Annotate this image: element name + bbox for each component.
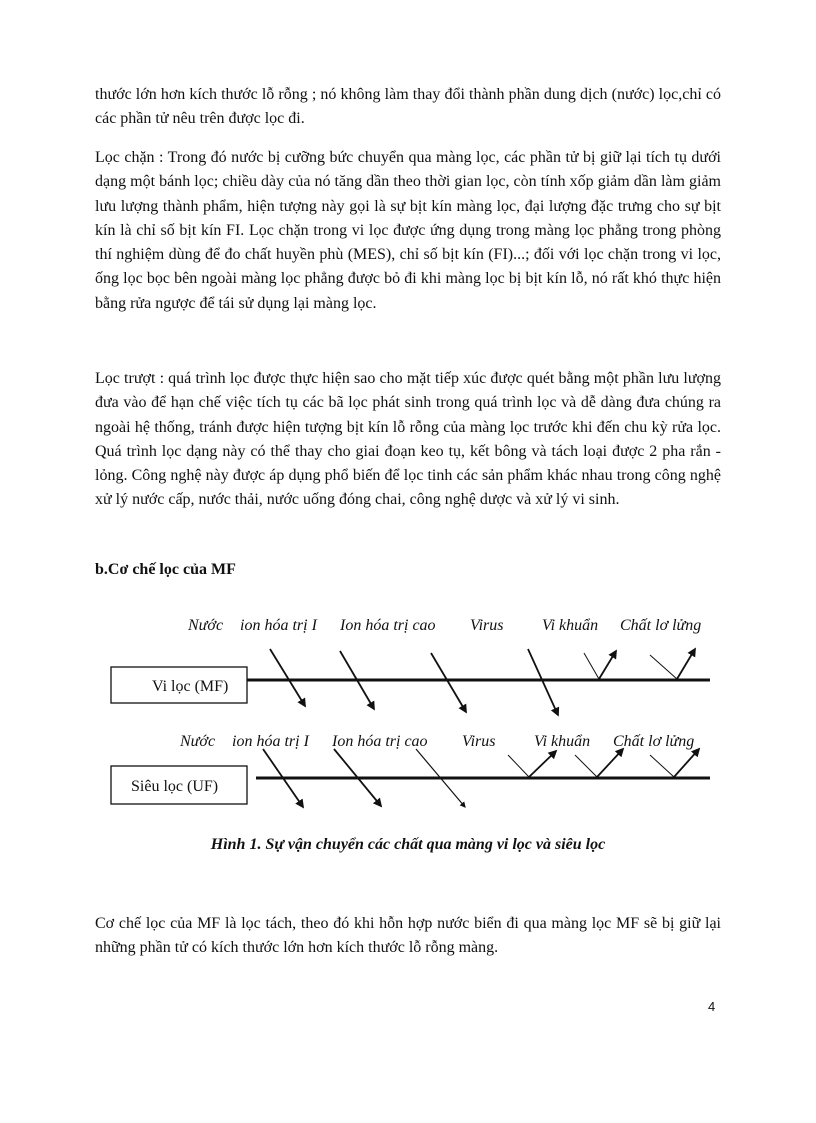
uf-label-monovalent-ion: ion hóa trị I [232,733,309,750]
mf-arrow-pass [528,649,558,715]
mf-label-virus: Virus [470,617,504,634]
uf-label-virus: Virus [462,733,496,750]
mf-arrow-pass [270,649,305,706]
uf-label-bacteria: Vi khuẩn [534,733,591,750]
figure-caption: Hình 1. Sự vận chuyển các chất qua màng vi lọc và siêu lọc [210,836,606,853]
mf-label-monovalent-ion: ion hóa trị I [240,617,317,634]
uf-label-multivalent-ion: Ion hóa trị cao [332,733,428,750]
mf-arrow-reject [650,655,677,679]
paragraph-mf-mechanism: Cơ chế lọc của MF là lọc tách, theo đó khi hỗn hợp nước biển đi qua màng lọc MF sẽ bị giữ lại những phần tử có kích thước lớn hơn kích thước lỗ rỗng màng. [95,915,721,957]
uf-arrow-reject [650,755,674,777]
mf-label-bacteria: Vi khuẩn [542,617,599,634]
paragraph-loc-chan: Lọc chặn : Trong đó nước bị cưỡng bức chuyển qua màng lọc, các phần tử bị giữ lại tích tụ dưới dạng một bánh lọc; chiều dày của nó tăng dần theo thời gian lọc, còn tính xốp giảm dần làm giảm lưu lượng thành phẩm, hiện tượng này gọi là sự bịt kín màng lọc, đại lượng đặc trưng cho sự bịt kín là chỉ số bịt kín FI. Lọc chặn trong vi lọc được ứng dụng trong màng lọc phẳng trong phòng thí nghiệm dùng để đo chất huyền phù (MES), chỉ số bịt kín (FI)...; đối với lọc chặn trong vi lọc, ống lọc bọc bên ngoài màng lọc phẳng được bỏ đi khi màng lọc bị bịt kín lỗ, nó rất khó thực hiện bằng rửa ngược để tái sử dụng lại màng lọc. [95,149,721,312]
uf-label-water: Nước [180,733,216,750]
uf-arrow-reject [575,755,597,777]
page-number: 4 [708,999,716,1014]
mf-arrow-pass [431,653,466,712]
mf-label-water: Nước [188,617,224,634]
mf-row [111,617,710,715]
uf-box-label: Siêu lọc (UF) [131,778,219,795]
mf-arrow-reject [584,651,616,679]
paragraph-loc-truot: Lọc trượt : quá trình lọc được thực hiện sao cho mặt tiếp xúc được quét bằng một phần lưu lượng đưa vào để hạn chế việc tích tụ các bã lọc phát sinh trong quá trình lọc và dễ dàng đưa chúng ra ngoài hệ thống, tránh được hiện tượng bịt kín lỗ rỗng của màng lọc trước khi đến chu kỳ rửa lọc. Quá trình lọc dạng này có thể thay cho giai đoạn keo tụ, kết bông và tách loại được 2 pha rắn - lỏng. Công nghệ này được áp dụng phổ biến để lọc tinh các sản phẩm khác nhau trong công nghệ xử lý nước cấp, nước thải, nước uống đóng chai, công nghệ dược và xử lý vi sinh. [95,370,721,509]
section-heading: b.Cơ chế lọc của MF [95,561,236,578]
mf-box-label: Vi lọc (MF) [152,678,229,695]
paragraph-continuation: thước lớn hơn kích thước lỗ rỗng ; nó không làm thay đổi thành phần dung dịch (nước) lọc,chỉ có các phần tử nêu trên được lọc đi. [95,86,721,128]
uf-row [111,733,710,807]
uf-label-suspended-solids: Chất lơ lửng [613,733,695,750]
filtration-diagram [100,605,720,810]
mf-label-multivalent-ion: Ion hóa trị cao [340,617,436,634]
mf-label-suspended-solids: Chất lơ lửng [620,617,702,634]
uf-arrow-reject [508,755,529,777]
